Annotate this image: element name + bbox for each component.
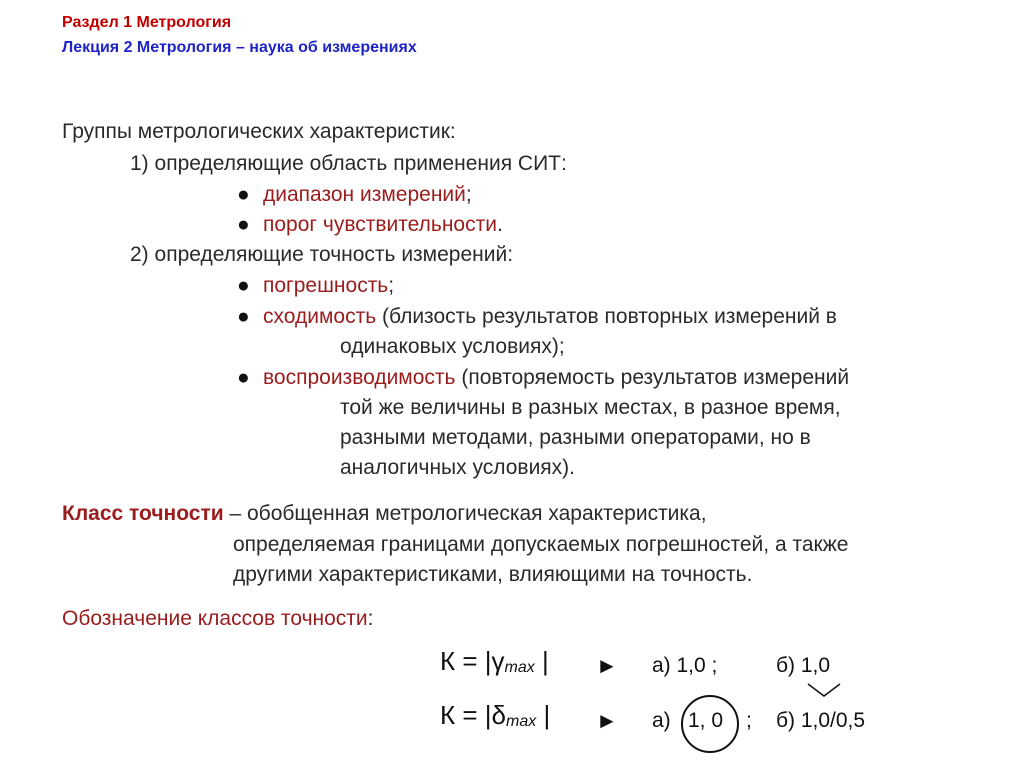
reproducibility-cont-1: той же величины в разных местах, в разное время, <box>340 396 841 419</box>
rest: (повторяемость результатов измерений <box>455 366 850 389</box>
section-title: Раздел 1 Метрология <box>62 14 232 31</box>
group-2-number: 2) <box>130 243 149 266</box>
group-1-text: определяющие область применения СИТ: <box>154 152 567 175</box>
formula-gamma-option-b: б) 1,0 <box>776 654 831 677</box>
bullet-error <box>237 274 394 298</box>
accuracy-class-line1: – обобщенная метрологическая характеристика, <box>223 502 707 525</box>
formula-delta-option-a-value: 1, 0 <box>688 709 724 732</box>
bullet-icon: ● <box>237 213 250 236</box>
accuracy-class-term: Класс точности <box>62 502 224 525</box>
accuracy-class-line2: определяемая границами допускаемых погрешностей, а также <box>233 533 849 556</box>
formula-delta <box>440 700 550 731</box>
circle-mark-icon <box>681 695 739 753</box>
arrow-icon: ► <box>596 708 618 733</box>
term-range: диапазон измерений <box>263 183 466 206</box>
formula-delta-separator: ; <box>746 709 752 732</box>
groups-title: Группы метрологических характеристик: <box>62 120 456 143</box>
designation-title <box>62 607 373 631</box>
bullet-icon: ● <box>237 366 250 389</box>
formula-delta-option-a-label: а) <box>652 709 671 732</box>
formula-delta-option-b: б) 1,0/0,5 <box>776 709 866 732</box>
bullet-threshold <box>237 213 503 237</box>
group-1-number: 1) <box>130 152 149 175</box>
reproducibility-cont-3: аналогичных условиях). <box>340 456 575 479</box>
formula-gamma-sub: max <box>504 659 535 676</box>
rest: (близость результатов повторных измерений в <box>376 305 837 328</box>
group-1 <box>130 152 567 176</box>
formula-delta-sub: max <box>506 713 537 730</box>
group-2 <box>130 243 513 267</box>
formula-gamma-option-a: а) 1,0 ; <box>652 654 718 677</box>
formula-gamma <box>440 646 549 677</box>
designation-title-text: Обозначение классов точности <box>62 607 368 630</box>
punct: . <box>496 213 503 236</box>
term-threshold: порог чувствительности <box>263 213 497 236</box>
formula-delta-close: | <box>536 700 551 730</box>
convergence-cont: одинаковых условиях); <box>340 335 565 358</box>
formula-gamma-lhs: К = |γ <box>440 646 505 676</box>
formula-gamma-close: | <box>534 646 549 676</box>
accuracy-class-def <box>62 502 707 526</box>
bullet-icon: ● <box>237 183 250 206</box>
lecture-title: Лекция 2 Метрология – наука об измерениях <box>62 39 417 56</box>
rest: ; <box>388 274 395 297</box>
bullet-convergence <box>237 305 837 329</box>
arrow-icon: ► <box>596 653 618 678</box>
term-error: погрешность <box>263 274 389 297</box>
term-reproducibility: воспроизводимость <box>263 366 456 389</box>
punct: ; <box>465 183 472 206</box>
term-convergence: сходимость <box>263 305 377 328</box>
bullet-range <box>237 183 472 207</box>
bullet-reproducibility <box>237 366 849 390</box>
checkmark-icon <box>806 682 842 700</box>
designation-colon: : <box>367 607 374 630</box>
reproducibility-cont-2: разными методами, разными операторами, но в <box>340 426 811 449</box>
accuracy-class-line3: другими характеристиками, влияющими на точность. <box>233 563 753 586</box>
bullet-icon: ● <box>237 274 250 297</box>
formula-delta-lhs: К = |δ <box>440 700 507 730</box>
group-2-text: определяющие точность измерений: <box>154 243 514 266</box>
bullet-icon: ● <box>237 305 250 328</box>
